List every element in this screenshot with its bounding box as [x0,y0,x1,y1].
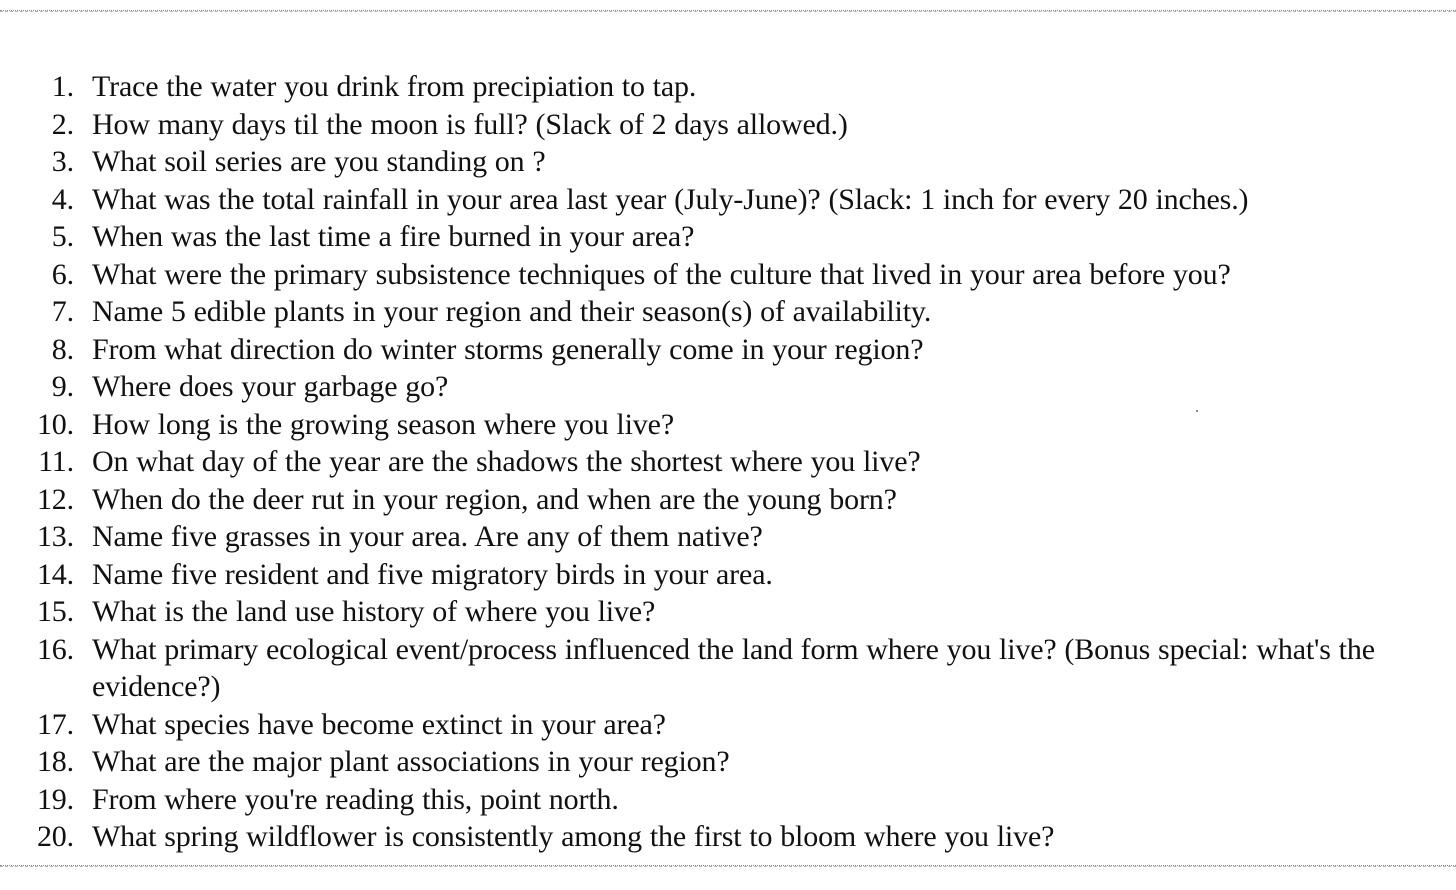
list-item [0,743,1456,781]
item-number: 5. [51,220,74,253]
item-number: 18. [36,745,74,778]
list-item [0,406,1456,444]
question-text: What were the primary subsistence techniques of the culture that lived in your area before you? [92,257,1231,291]
item-number: 17. [36,707,74,741]
question-text: How many days til the moon is full? (Slack of 2 days allowed.) [92,107,848,141]
list-item [0,781,1456,819]
item-number: 12. [36,482,74,516]
list-item [0,293,1456,331]
question-text: Name five resident and five migratory birds in your area. [92,557,773,591]
list-item [0,556,1456,594]
item-number: 15. [36,595,74,628]
item-number: 10. [36,407,74,441]
top-rule [0,10,1456,11]
question-text: On what day of the year are the shadows the shortest where you live? [92,445,921,478]
item-number: 6. [51,257,74,291]
bottom-rule [0,865,1456,866]
list-item [0,818,1456,856]
list-item [0,518,1456,556]
question-text: How long is the growing season where you live? [92,407,674,441]
question-list [0,68,1456,856]
item-number: 3. [51,145,74,178]
question-text: When was the last time a fire burned in your area? [92,220,695,253]
list-item [0,331,1456,369]
list-item [0,181,1456,219]
item-number: 19. [36,782,74,816]
item-number: 7. [51,295,74,328]
item-number: 11. [38,445,74,478]
item-number: 4. [51,182,74,216]
question-text: What was the total rainfall in your area last year (July-June)? (Slack: 1 inch for every 20 inches.) [92,182,1249,216]
list-item [0,218,1456,256]
list-item [0,593,1456,631]
item-number: 20. [36,820,74,853]
question-text: What soil series are you standing on ? [92,145,546,178]
question-text: What is the land use history of where you live? [92,595,656,628]
question-text: Name 5 edible plants in your region and their season(s) of availability. [92,295,932,328]
list-item [0,143,1456,181]
question-text: What species have become extinct in your area? [92,707,666,741]
question-text: Trace the water you drink from precipiation to tap. [92,70,697,103]
question-text: From what direction do winter storms generally come in your region? [92,332,924,366]
item-number: 9. [51,370,74,403]
list-item [0,106,1456,144]
item-number: 2. [51,107,74,141]
item-number: 16. [36,632,74,666]
list-item [0,631,1456,706]
list-item [0,68,1456,106]
question-text: When do the deer rut in your region, and when are the young born? [92,482,897,516]
list-item [0,481,1456,519]
question-text: What spring wildflower is consistently among the first to bloom where you live? [92,820,1055,853]
item-number: 8. [51,332,74,366]
list-item [0,368,1456,406]
question-text: What primary ecological event/process influenced the land form where you live? (Bonus special: what's the evidence?) [92,632,1375,703]
item-number: 13. [36,520,74,553]
item-number: 1. [51,70,74,103]
scan-speck [1196,410,1198,412]
list-item [0,256,1456,294]
question-text: Where does your garbage go? [92,370,449,403]
question-text: From where you're reading this, point north. [92,782,619,816]
question-text: Name five grasses in your area. Are any of them native? [92,520,763,553]
list-item [0,706,1456,744]
question-text: What are the major plant associations in your region? [92,745,730,778]
item-number: 14. [36,557,74,591]
list-item [0,443,1456,481]
